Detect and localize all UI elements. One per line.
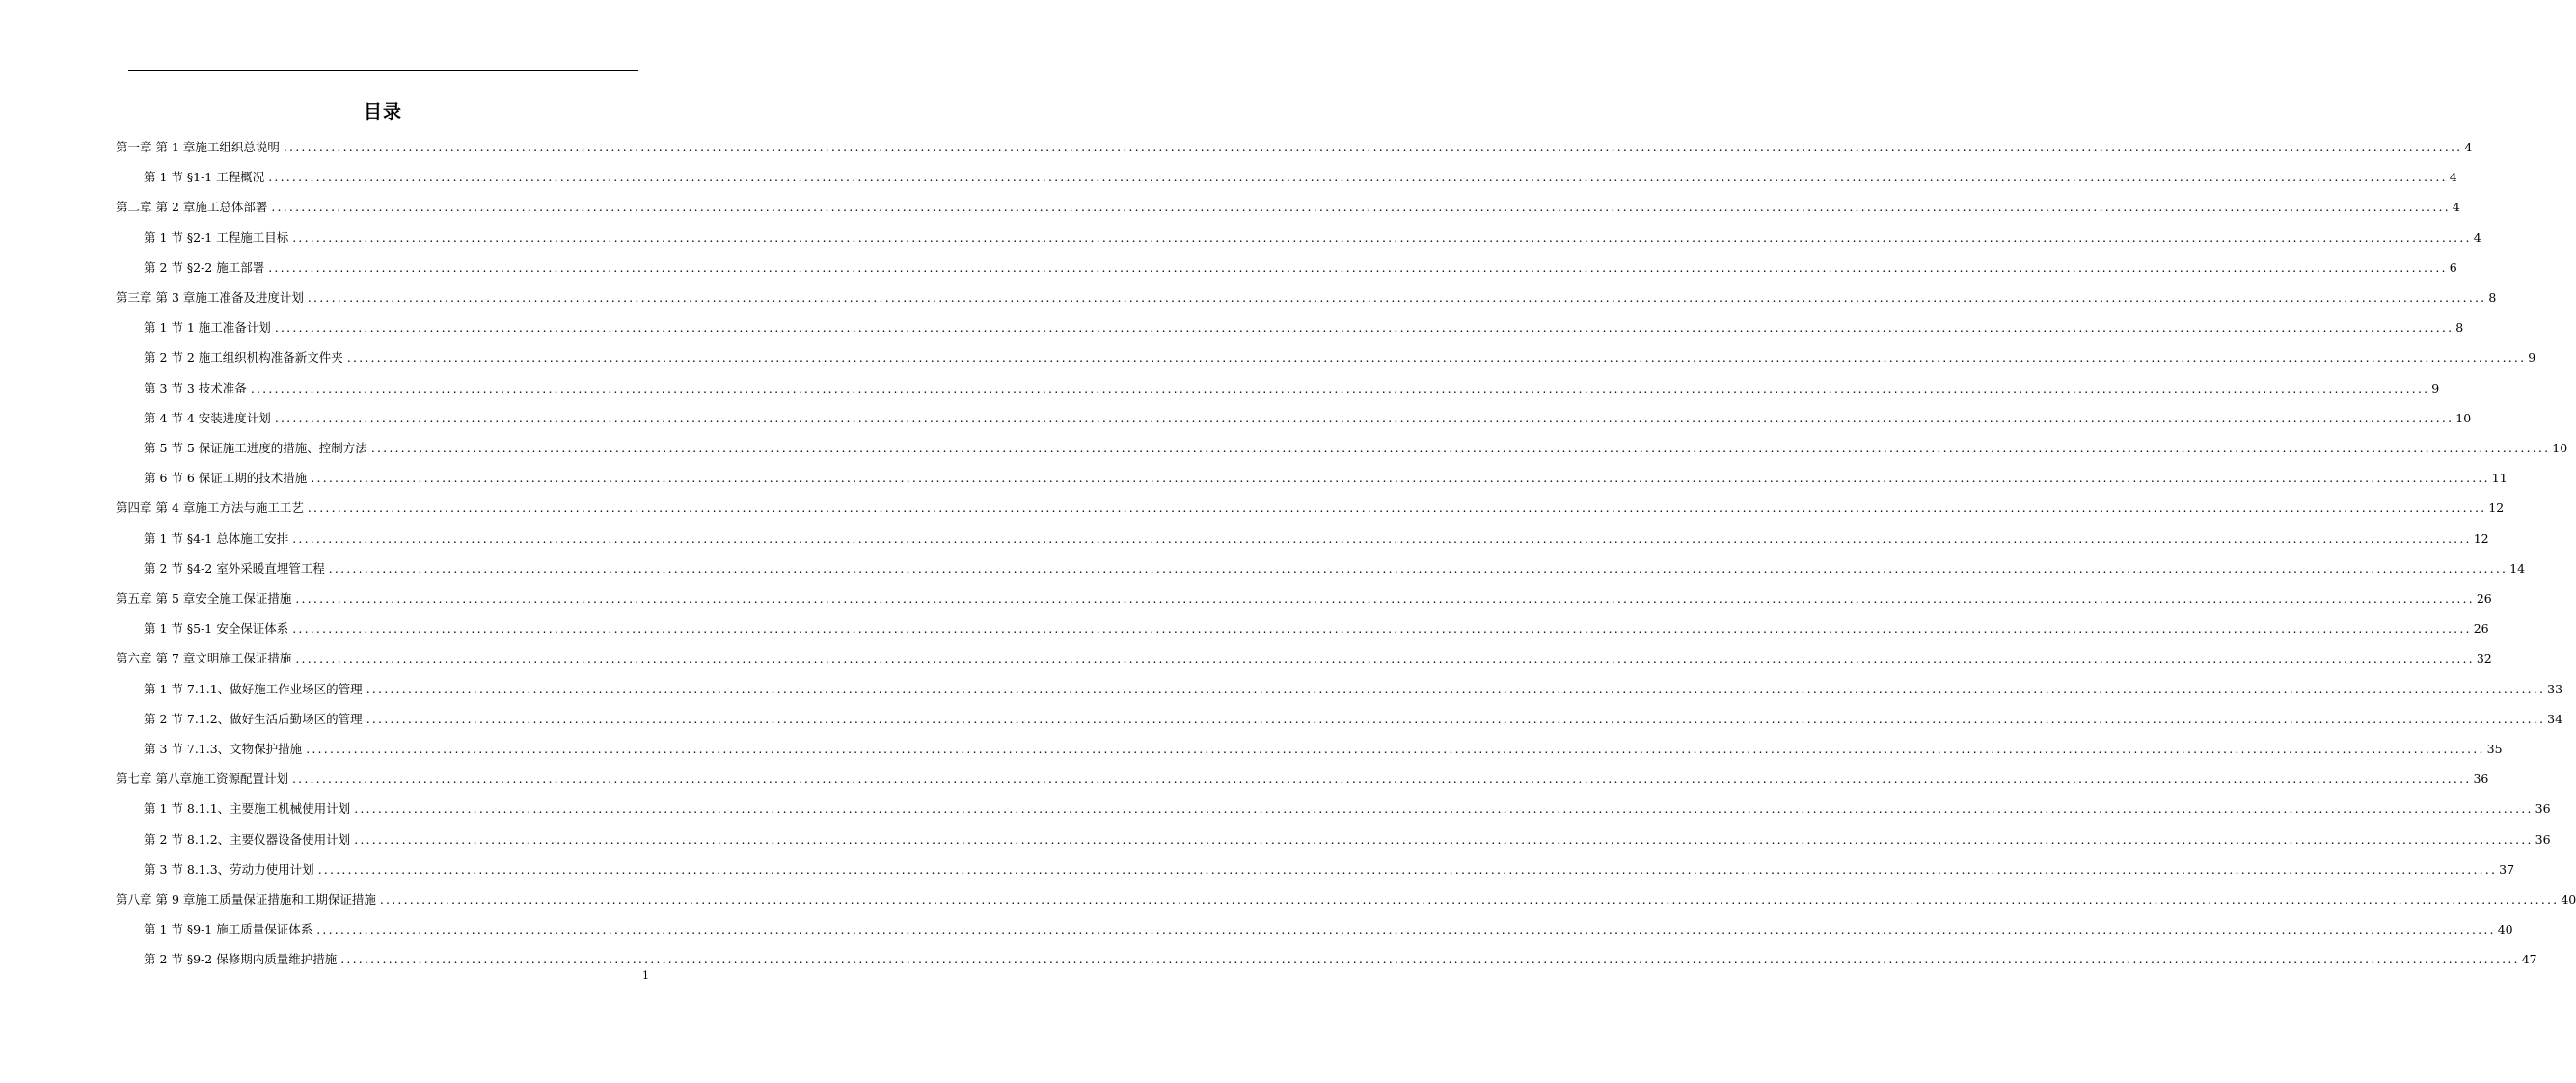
toc-entry-page: 12 [2473, 531, 2489, 546]
toc-section-entry[interactable] [144, 742, 2503, 757]
toc-entry-page: 4 [2473, 230, 2481, 245]
toc-dot-leader: .............................................................................................................................................................................................................................................................................................................................................................................. [292, 621, 2472, 636]
toc-entry-page: 10 [2455, 411, 2472, 425]
toc-entry-label: 第 1 节 1 施工准备计划 [144, 320, 271, 335]
toc-entry-page: 4 [2449, 170, 2457, 184]
toc-section-entry[interactable] [144, 801, 2551, 817]
toc-dot-leader: .............................................................................................................................................................................................................................................................................................................................................................................. [379, 892, 2560, 907]
toc-entry-label: 第 1 节 §2-1 工程施工目标 [144, 230, 289, 245]
toc-dot-leader: .............................................................................................................................................................................................................................................................................................................................................................................. [316, 922, 2496, 936]
toc-chapter-entry[interactable] [116, 290, 2497, 306]
toc-dot-leader: .............................................................................................................................................................................................................................................................................................................................................................................. [317, 862, 2498, 877]
toc-entry-page: 4 [2464, 140, 2473, 154]
toc-entry-label: 第 3 节 7.1.3、文物保护措施 [144, 742, 303, 756]
toc-entry-page: 6 [2449, 260, 2457, 275]
toc-entry-page: 36 [2473, 772, 2489, 786]
toc-entry-label: 第 1 节 §1-1 工程概况 [144, 170, 265, 184]
toc-section-entry[interactable] [144, 952, 2537, 967]
toc-entry-page: 26 [2476, 591, 2492, 606]
toc-entry-label: 第四章 第 4 章施工方法与施工工艺 [116, 501, 304, 515]
toc-section-entry[interactable] [144, 411, 2472, 426]
toc-entry-label: 第 2 节 §9-2 保修期内质量维护措施 [144, 952, 338, 966]
toc-entry-label: 第七章 第八章施工资源配置计划 [116, 772, 288, 786]
toc-dot-leader: .............................................................................................................................................................................................................................................................................................................................................................................. [354, 832, 2534, 847]
toc-dot-leader: .............................................................................................................................................................................................................................................................................................................................................................................. [307, 290, 2487, 305]
toc-section-entry[interactable] [144, 682, 2563, 697]
toc-dot-leader: .............................................................................................................................................................................................................................................................................................................................................................................. [295, 651, 2475, 665]
toc-dot-leader: .............................................................................................................................................................................................................................................................................................................................................................................. [274, 411, 2454, 425]
toc-section-entry[interactable] [144, 320, 2464, 336]
toc-entry-label: 第 5 节 5 保证施工进度的措施、控制方法 [144, 441, 367, 455]
toc-title: 目录 [363, 101, 402, 122]
toc-entry-label: 第二章 第 2 章施工总体部署 [116, 200, 268, 214]
toc-dot-leader: .............................................................................................................................................................................................................................................................................................................................................................................. [250, 381, 2430, 395]
toc-dot-leader: .............................................................................................................................................................................................................................................................................................................................................................................. [354, 801, 2534, 816]
toc-chapter-entry[interactable] [116, 651, 2492, 666]
toc-entry-label: 第 1 节 8.1.1、主要施工机械使用计划 [144, 801, 351, 816]
toc-entry-label: 第五章 第 5 章安全施工保证措施 [116, 591, 292, 606]
toc-dot-leader: .............................................................................................................................................................................................................................................................................................................................................................................. [306, 742, 2485, 756]
toc-entry-page: 11 [2491, 471, 2508, 485]
toc-entry-label: 第 6 节 6 保证工期的技术措施 [144, 471, 308, 485]
toc-section-entry[interactable] [144, 230, 2481, 246]
toc-chapter-entry[interactable] [116, 591, 2492, 607]
toc-dot-leader: .............................................................................................................................................................................................................................................................................................................................................................................. [311, 471, 2490, 485]
toc-entry-page: 14 [2509, 561, 2526, 576]
toc-entry-label: 第 2 节 §2-2 施工部署 [144, 260, 265, 275]
toc-entry-page: 26 [2473, 621, 2489, 636]
toc-entry-label: 第 1 节 §9-1 施工质量保证体系 [144, 922, 313, 936]
page-number: 1 [642, 969, 649, 982]
toc-entry-page: 47 [2521, 952, 2537, 966]
toc-entry-label: 第 1 节 §4-1 总体施工安排 [144, 531, 289, 546]
toc-entry-page: 40 [2561, 892, 2576, 907]
toc-entry-label: 第一章 第 1 章施工组织总说明 [116, 140, 280, 154]
toc-dot-leader: .............................................................................................................................................................................................................................................................................................................................................................................. [271, 200, 2451, 214]
toc-entry-page: 40 [2497, 922, 2513, 936]
toc-dot-leader: .............................................................................................................................................................................................................................................................................................................................................................................. [283, 140, 2463, 154]
toc-chapter-entry[interactable] [116, 140, 2473, 155]
toc-section-entry[interactable] [144, 170, 2457, 185]
toc-entry-label: 第 1 节 §5-1 安全保证体系 [144, 621, 289, 636]
toc-entry-page: 10 [2552, 441, 2568, 455]
toc-chapter-entry[interactable] [116, 892, 2576, 907]
toc-dot-leader: .............................................................................................................................................................................................................................................................................................................................................................................. [268, 260, 2448, 275]
toc-section-entry[interactable] [144, 621, 2489, 636]
toc-section-entry[interactable] [144, 531, 2489, 547]
toc-section-entry[interactable] [144, 471, 2508, 486]
toc-entry-label: 第三章 第 3 章施工准备及进度计划 [116, 290, 304, 305]
toc-section-entry[interactable] [144, 922, 2513, 937]
toc-section-entry[interactable] [144, 260, 2457, 276]
toc-entry-label: 第 2 节 8.1.2、主要仪器设备使用计划 [144, 832, 351, 847]
toc-dot-leader: .............................................................................................................................................................................................................................................................................................................................................................................. [292, 531, 2472, 546]
toc-entry-label: 第六章 第 7 章文明施工保证措施 [116, 651, 292, 665]
toc-entry-page: 33 [2547, 682, 2563, 696]
toc-chapter-entry[interactable] [116, 772, 2489, 787]
toc-chapter-entry[interactable] [116, 200, 2460, 215]
toc-dot-leader: .............................................................................................................................................................................................................................................................................................................................................................................. [295, 591, 2475, 606]
toc-entry-page: 8 [2455, 320, 2464, 335]
toc-dot-leader: .............................................................................................................................................................................................................................................................................................................................................................................. [370, 441, 2551, 455]
toc-dot-leader: .............................................................................................................................................................................................................................................................................................................................................................................. [307, 501, 2487, 515]
toc-section-entry[interactable] [144, 862, 2515, 878]
toc-dot-leader: .............................................................................................................................................................................................................................................................................................................................................................................. [268, 170, 2448, 184]
toc-dot-leader: .............................................................................................................................................................................................................................................................................................................................................................................. [328, 561, 2508, 576]
toc-dot-leader: .............................................................................................................................................................................................................................................................................................................................................................................. [366, 682, 2546, 696]
toc-entry-label: 第 2 节 2 施工组织机构准备新文件夹 [144, 350, 343, 365]
toc-dot-leader: .............................................................................................................................................................................................................................................................................................................................................................................. [340, 952, 2520, 966]
toc-entry-label: 第 2 节 §4-2 室外采暖直埋管工程 [144, 561, 325, 576]
toc-entry-label: 第 3 节 8.1.3、劳动力使用计划 [144, 862, 314, 877]
toc-section-entry[interactable] [144, 832, 2551, 848]
toc-dot-leader: .............................................................................................................................................................................................................................................................................................................................................................................. [366, 712, 2546, 726]
toc-section-entry[interactable] [144, 712, 2563, 727]
toc-entry-label: 第 2 节 7.1.2、做好生活后勤场区的管理 [144, 712, 363, 726]
toc-dot-leader: .............................................................................................................................................................................................................................................................................................................................................................................. [291, 772, 2472, 786]
toc-section-entry[interactable] [144, 441, 2568, 456]
toc-entry-page: 36 [2535, 801, 2551, 816]
toc-section-entry[interactable] [144, 381, 2440, 396]
toc-dot-leader: .............................................................................................................................................................................................................................................................................................................................................................................. [346, 350, 2527, 365]
toc-entry-page: 4 [2452, 200, 2460, 214]
toc-entry-label: 第 3 节 3 技术准备 [144, 381, 247, 395]
toc-dot-leader: .............................................................................................................................................................................................................................................................................................................................................................................. [274, 320, 2454, 335]
toc-entry-label: 第八章 第 9 章施工质量保证措施和工期保证措施 [116, 892, 376, 907]
toc-section-entry[interactable] [144, 561, 2526, 577]
toc-chapter-entry[interactable] [116, 501, 2505, 516]
toc-entry-page: 36 [2535, 832, 2551, 847]
toc-entry-label: 第 1 节 7.1.1、做好施工作业场区的管理 [144, 682, 363, 696]
toc-entry-page: 9 [2431, 381, 2440, 395]
toc-entry-page: 8 [2488, 290, 2497, 305]
toc-entry-page: 12 [2488, 501, 2505, 515]
toc-entry-page: 35 [2486, 742, 2503, 756]
toc-entry-page: 34 [2547, 712, 2563, 726]
toc-dot-leader: .............................................................................................................................................................................................................................................................................................................................................................................. [292, 230, 2472, 245]
toc-entry-page: 37 [2499, 862, 2515, 877]
toc-section-entry[interactable] [144, 350, 2536, 366]
toc-entry-page: 32 [2476, 651, 2492, 665]
toc-entry-label: 第 4 节 4 安装进度计划 [144, 411, 271, 425]
toc-entry-page: 9 [2528, 350, 2536, 365]
